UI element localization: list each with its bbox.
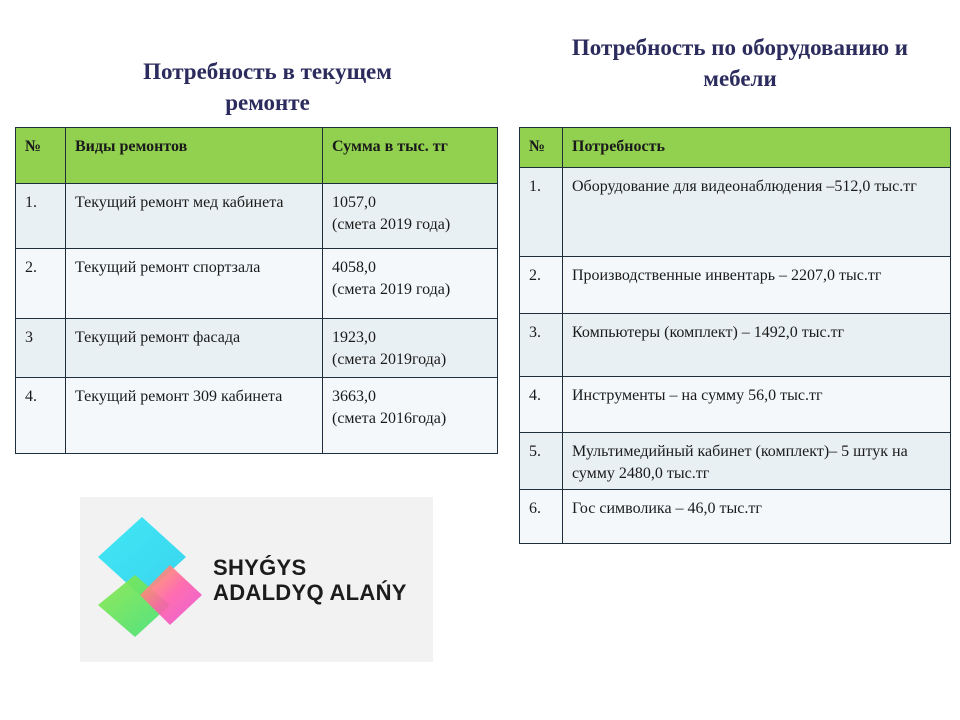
repair-sum	[323, 184, 498, 249]
repair-needs-title: Потребность в текущем ремонте	[143, 59, 392, 115]
sum-value: 3663,0	[332, 388, 376, 405]
repair-sum	[323, 378, 498, 454]
row-number: 3.	[520, 314, 563, 377]
header-number: №	[16, 128, 66, 184]
table-header-row	[520, 128, 951, 168]
row-number: 4.	[520, 377, 563, 433]
header-need: Потребность	[563, 128, 951, 168]
row-number: 2.	[520, 257, 563, 314]
table-row	[16, 184, 498, 249]
sum-note: (смета 2019 года)	[332, 216, 451, 233]
repair-needs-table	[15, 127, 498, 454]
header-repair-type: Виды ремонтов	[66, 128, 323, 184]
repair-type: Текущий ремонт спортзала	[66, 249, 323, 319]
sum-note: (смета 2019года)	[332, 351, 447, 368]
table-row	[16, 378, 498, 454]
need-item: Производственные инвентарь – 2207,0 тыс.тг	[563, 257, 951, 314]
table-row	[520, 314, 951, 377]
table-row	[520, 490, 951, 544]
table-row	[520, 433, 951, 490]
sum-note: (смета 2019 года)	[332, 281, 451, 298]
sum-value: 4058,0	[332, 259, 376, 276]
row-number: 5.	[520, 433, 563, 490]
repair-sum	[323, 319, 498, 378]
need-item: Инструменты – на сумму 56,0 тыс.тг	[563, 377, 951, 433]
row-number: 1.	[520, 168, 563, 257]
sum-value: 1923,0	[332, 329, 376, 346]
equipment-needs-table	[519, 127, 951, 544]
table-row	[16, 249, 498, 319]
table-row	[520, 377, 951, 433]
sum-value: 1057,0	[332, 194, 376, 211]
need-item: Оборудование для видеонаблюдения –512,0 тыс.тг	[563, 168, 951, 257]
need-item: Гос символика – 46,0 тыс.тг	[563, 490, 951, 544]
repair-sum	[323, 249, 498, 319]
repair-type: Текущий ремонт фасада	[66, 319, 323, 378]
equipment-needs-title: Потребность по оборудованию и мебели	[571, 35, 909, 91]
row-number: 6.	[520, 490, 563, 544]
row-number: 2.	[16, 249, 66, 319]
organization-logo	[80, 497, 433, 662]
row-number: 3	[16, 319, 66, 378]
need-item: Компьютеры (комплект) – 1492,0 тыс.тг	[563, 314, 951, 377]
header-sum: Сумма в тыс. тг	[323, 128, 498, 184]
repair-type: Текущий ремонт 309 кабинета	[66, 378, 323, 454]
table-row	[16, 319, 498, 378]
table-header-row	[16, 128, 498, 184]
table-row	[520, 168, 951, 257]
logo-line-2: ADALDYQ ALAŃY	[213, 580, 407, 605]
row-number: 4.	[16, 378, 66, 454]
row-number: 1.	[16, 184, 66, 249]
repair-type: Текущий ремонт мед кабинета	[66, 184, 323, 249]
need-item: Мультимедийный кабинет (комплект)– 5 штук на сумму 2480,0 тыс.тг	[563, 433, 951, 490]
logo-wordmark	[213, 555, 407, 605]
header-number: №	[520, 128, 563, 168]
logo-line-1: SHYǴYS	[213, 555, 307, 580]
table-row	[520, 257, 951, 314]
sum-note: (смета 2016года)	[332, 410, 447, 427]
